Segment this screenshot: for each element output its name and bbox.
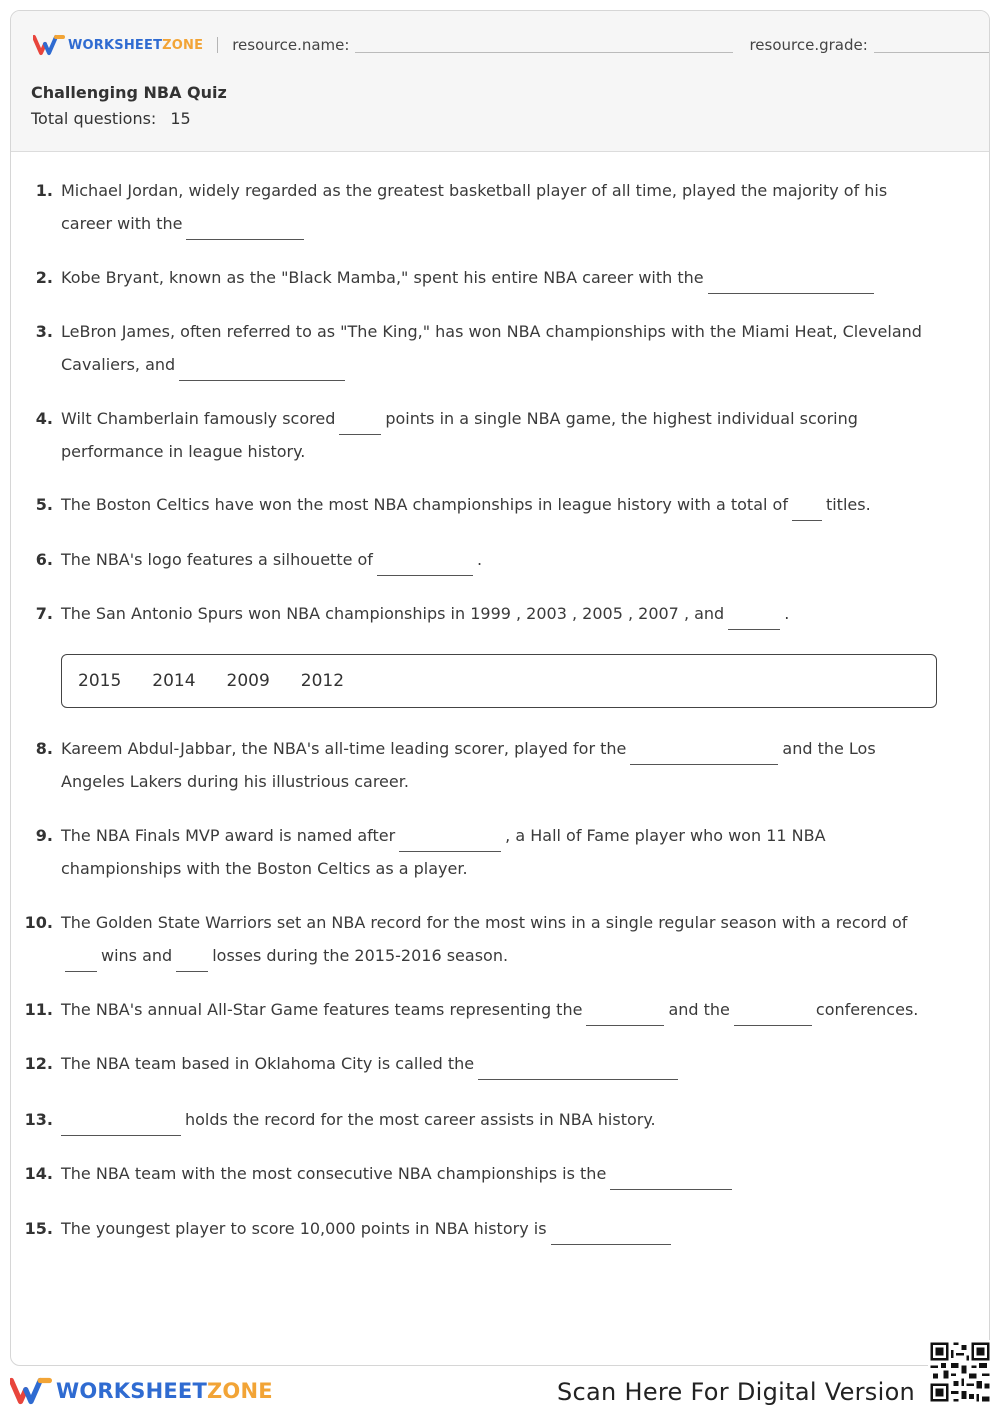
header-logo-row — [33, 33, 990, 57]
worksheet-header — [11, 11, 989, 152]
question-text-continued: wins and — [101, 946, 173, 965]
question-10 — [24, 906, 941, 972]
question-11 — [24, 993, 941, 1026]
answer-blank[interactable] — [339, 408, 381, 435]
question-text: The Golden State Warriors set an NBA record for the most wins in a single regular season with a record of — [61, 913, 908, 932]
question-text: The NBA team with the most consecutive NBA championships is the — [61, 1164, 607, 1183]
question-number: 8. — [35, 739, 53, 758]
question-14 — [24, 1157, 941, 1190]
question-text: Michael Jordan, widely regarded as the greatest basketball player of all time, played the majority of his career with the — [61, 181, 888, 233]
answer-blank[interactable] — [792, 494, 822, 521]
answer-blank[interactable] — [61, 1109, 181, 1136]
question-9 — [35, 819, 941, 885]
question-text-continued: titles. — [825, 495, 871, 514]
word-bank-option[interactable]: 2015 — [78, 671, 122, 691]
footer-brand-wordmark: WORKSHEETZONE — [56, 1379, 273, 1403]
qr-code-icon[interactable] — [928, 1340, 992, 1404]
question-6 — [35, 543, 941, 576]
question-number: 9. — [35, 826, 53, 845]
question-text-continued: points in a single NBA game, the highest individual scoring performance in league history. — [61, 409, 858, 461]
question-text-continued: conferences. — [815, 1000, 919, 1019]
total-questions-label: Total questions: — [31, 109, 157, 128]
brand-wordmark: WORKSHEETZONE — [68, 37, 204, 53]
question-number: 7. — [35, 604, 53, 623]
question-5 — [35, 488, 941, 521]
question-number: 13. — [24, 1110, 53, 1129]
answer-blank[interactable] — [176, 945, 208, 972]
question-text: LeBron James, often referred to as "The King," has won NBA championships with the Miami Heat, Cleveland Cavaliers, and — [61, 322, 922, 374]
question-text-continued: and the — [668, 1000, 730, 1019]
header-divider — [217, 37, 218, 53]
total-questions-value: 15 — [170, 109, 191, 128]
footer-logo — [10, 1376, 273, 1406]
question-text-continued: . — [476, 550, 483, 569]
resource-name-label: resource.name: — [232, 36, 350, 54]
answer-blank[interactable] — [630, 738, 778, 765]
question-13 — [24, 1103, 941, 1136]
question-text: Wilt Chamberlain famously scored — [61, 409, 336, 428]
answer-blank[interactable] — [551, 1218, 671, 1245]
worksheetzone-logo-icon — [10, 1376, 52, 1406]
answer-blank[interactable] — [586, 999, 664, 1026]
resource-grade-line[interactable] — [874, 52, 990, 53]
question-text: The Boston Celtics have won the most NBA championships in league history with a total of — [61, 495, 788, 514]
question-2 — [35, 261, 941, 294]
question-4 — [35, 402, 941, 468]
scan-instruction: Scan Here For Digital Version — [557, 1378, 916, 1406]
question-text: The NBA team based in Oklahoma City is called the — [61, 1054, 475, 1073]
worksheetzone-logo-icon — [33, 34, 65, 56]
quiz-title: Challenging NBA Quiz — [31, 83, 227, 102]
worksheet-page — [10, 10, 990, 1366]
question-15 — [24, 1212, 941, 1245]
question-number: 3. — [35, 322, 53, 341]
question-number: 1. — [35, 181, 53, 200]
question-text-continued: losses during the 2015-2016 season. — [212, 946, 509, 965]
question-text: The youngest player to score 10,000 points in NBA history is — [61, 1219, 547, 1238]
question-number: 15. — [24, 1219, 53, 1238]
resource-name-line[interactable] — [355, 52, 733, 53]
answer-blank[interactable] — [610, 1163, 732, 1190]
word-bank — [61, 654, 937, 708]
answer-blank[interactable] — [377, 549, 473, 576]
question-number: 12. — [24, 1054, 53, 1073]
total-questions — [31, 109, 191, 128]
answer-blank[interactable] — [728, 603, 780, 630]
resource-grade-label: resource.grade: — [749, 36, 868, 54]
word-bank-option[interactable]: 2014 — [152, 671, 196, 691]
answer-blank[interactable] — [186, 213, 304, 240]
answer-blank[interactable] — [708, 267, 874, 294]
answer-blank[interactable] — [179, 354, 345, 381]
question-number: 4. — [35, 409, 53, 428]
question-text: Kobe Bryant, known as the "Black Mamba," spent his entire NBA career with the — [61, 268, 704, 287]
question-number: 5. — [35, 495, 53, 514]
question-text: The NBA Finals MVP award is named after — [61, 826, 396, 845]
question-number: 14. — [24, 1164, 53, 1183]
question-text-continued: . — [784, 604, 790, 623]
question-7 — [35, 597, 941, 630]
question-number: 6. — [35, 550, 53, 569]
question-text: The NBA's annual All-Star Game features teams representing the — [61, 1000, 583, 1019]
question-8 — [35, 732, 941, 798]
question-text: Kareem Abdul-Jabbar, the NBA's all-time leading scorer, played for the — [61, 739, 627, 758]
answer-blank[interactable] — [734, 999, 812, 1026]
question-number: 10. — [24, 913, 53, 932]
answer-blank[interactable] — [399, 825, 501, 852]
question-3 — [35, 315, 941, 381]
question-text: The NBA's logo features a silhouette of — [61, 550, 373, 569]
question-text-continued: , a Hall of Fame player who won 11 NBA championships with the Boston Celtics as a player. — [61, 826, 826, 878]
question-text-continued: and the Los Angeles Lakers during his illustrious career. — [61, 739, 876, 791]
word-bank-option[interactable]: 2012 — [300, 671, 345, 691]
question-number: 11. — [24, 1000, 53, 1019]
answer-blank[interactable] — [478, 1053, 678, 1080]
question-text-continued: holds the record for the most career assists in NBA history. — [185, 1110, 656, 1129]
word-bank-option[interactable]: 2009 — [226, 671, 270, 691]
answer-blank[interactable] — [65, 945, 97, 972]
question-1 — [35, 174, 941, 240]
question-text: The San Antonio Spurs won NBA championships in 1999 , 2003 , 2005 , 2007 , and — [61, 604, 725, 623]
question-12 — [24, 1047, 941, 1080]
question-number: 2. — [35, 268, 53, 287]
